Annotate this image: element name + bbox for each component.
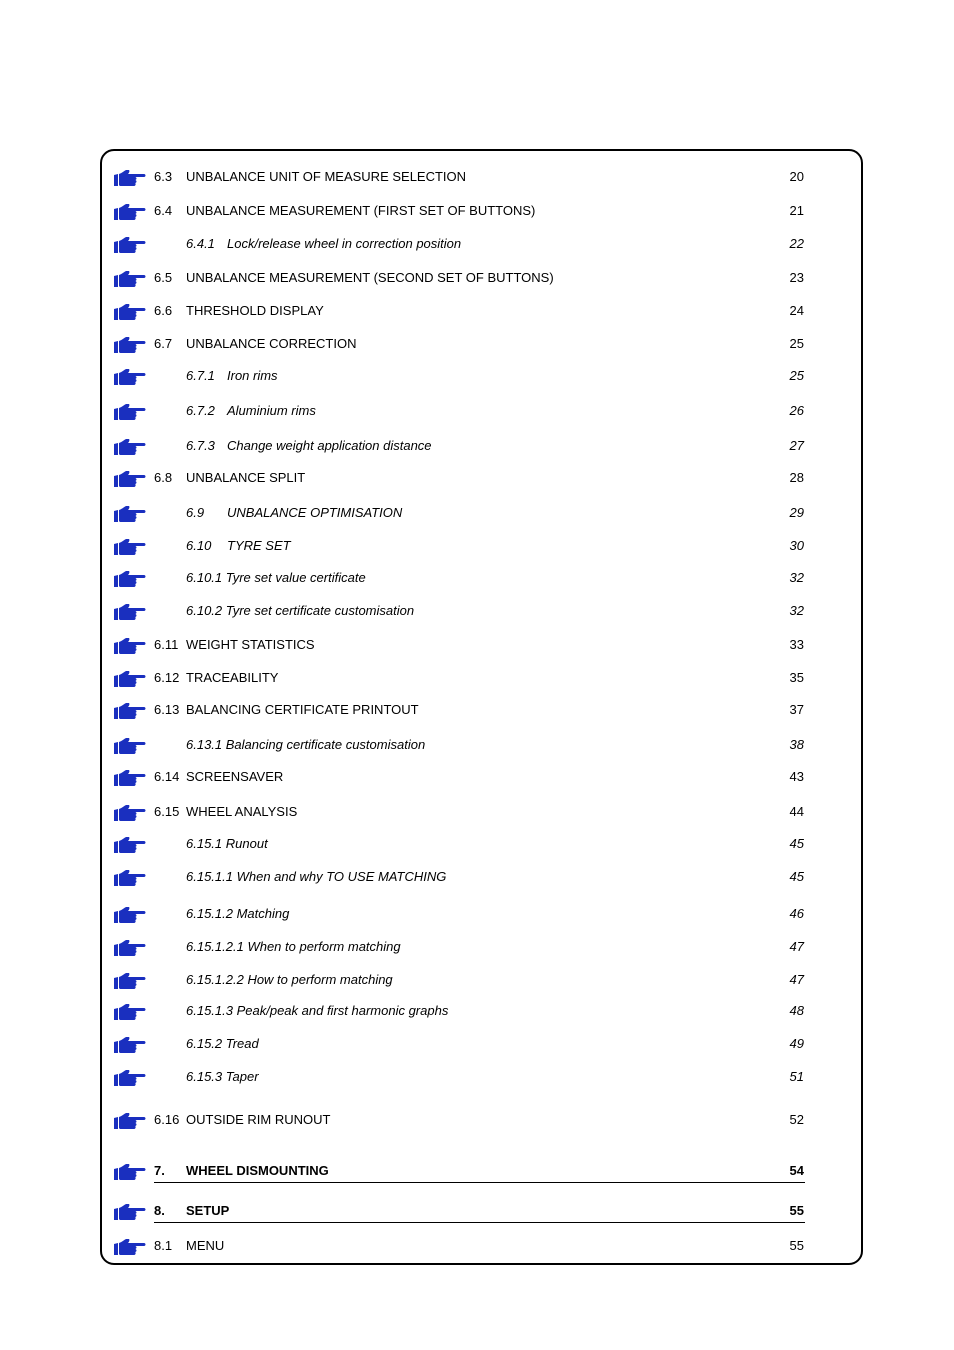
toc-entry-title: UNBALANCE MEASUREMENT (SECOND SET OF BUTTONS) (186, 270, 554, 285)
toc-entry[interactable] (0, 169, 954, 193)
section-underline (154, 1222, 805, 1223)
pointing-hand-icon (113, 269, 147, 289)
toc-entry[interactable] (0, 1163, 954, 1187)
toc-entry-number: 6.15.1.2.2 How to perform matching (186, 972, 393, 987)
toc-entry[interactable] (0, 1238, 954, 1262)
section-underline (154, 1182, 805, 1183)
toc-entry-number: 6.15.3 Taper (186, 1069, 259, 1084)
toc-entry-number: 6.7 (154, 336, 173, 351)
toc-entry[interactable] (0, 336, 954, 360)
toc-entry-page: 37 (789, 702, 804, 717)
toc-entry-page: 35 (789, 670, 804, 685)
pointing-hand-icon (113, 537, 147, 557)
toc-entry-number: 6.7.2 (186, 403, 215, 418)
toc-entry-title: UNBALANCE CORRECTION (186, 336, 357, 351)
toc-entry-number: 6.15.1.2 Matching (186, 906, 290, 921)
toc-entry[interactable] (0, 939, 954, 963)
toc-entry[interactable] (0, 702, 954, 726)
pointing-hand-icon (113, 971, 147, 991)
toc-entry-number: 8.1 (154, 1238, 173, 1253)
toc-entry-title: Lock/release wheel in correction position (227, 236, 462, 251)
toc-entry-page: 22 (789, 236, 804, 251)
pointing-hand-icon (113, 803, 147, 823)
toc-entry[interactable] (0, 538, 954, 562)
toc-entry[interactable] (0, 603, 954, 627)
toc-entry-page: 25 (789, 368, 804, 383)
toc-entry-number: 6.4.1 (186, 236, 215, 251)
toc-entry-page: 51 (789, 1069, 804, 1084)
toc-entry-number: 6.7.1 (186, 368, 215, 383)
toc-entry-page: 38 (789, 737, 804, 752)
toc-entry-title: MENU (186, 1238, 225, 1253)
pointing-hand-icon (113, 1111, 147, 1131)
toc-entry-number: 6.9 (186, 505, 205, 520)
pointing-hand-icon (113, 235, 147, 255)
toc-entry-page: 23 (789, 270, 804, 285)
toc-entry-title: UNBALANCE UNIT OF MEASURE SELECTION (186, 169, 467, 184)
toc-entry-number: 6.10.1 Tyre set value certificate (186, 570, 366, 585)
pointing-hand-icon (113, 1202, 147, 1222)
toc-entry-title: Aluminium rims (227, 403, 316, 418)
toc-entry[interactable] (0, 769, 954, 793)
toc-entry[interactable] (0, 906, 954, 930)
toc-entry-page: 49 (789, 1036, 804, 1051)
toc-entry-title: SCREENSAVER (186, 769, 284, 784)
pointing-hand-icon (113, 768, 147, 788)
toc-entry[interactable] (0, 804, 954, 828)
pointing-hand-icon (113, 835, 147, 855)
pointing-hand-icon (113, 701, 147, 721)
toc-entry-number: 6.4 (154, 203, 173, 218)
toc-entry-title: THRESHOLD DISPLAY (186, 303, 324, 318)
toc-entry[interactable] (0, 270, 954, 294)
toc-entry-page: 25 (789, 336, 804, 351)
toc-entry[interactable] (0, 1112, 954, 1136)
toc-entry-title: Iron rims (227, 368, 278, 383)
toc-entry-number: 6.6 (154, 303, 173, 318)
toc-entry-title: SETUP (186, 1203, 230, 1218)
toc-entry[interactable] (0, 1203, 954, 1227)
toc-entry[interactable] (0, 570, 954, 594)
toc-entry-number: 6.11 (154, 637, 179, 652)
pointing-hand-icon (113, 868, 147, 888)
toc-entry-number: 6.10 (186, 538, 212, 553)
toc-entry-title: UNBALANCE SPLIT (186, 470, 306, 485)
toc-entry-page: 45 (789, 869, 804, 884)
pointing-hand-icon (113, 437, 147, 457)
toc-entry-title: WEIGHT STATISTICS (186, 637, 315, 652)
toc-entry-page: 46 (789, 906, 804, 921)
toc-entry-page: 44 (789, 804, 804, 819)
toc-entry-page: 21 (789, 203, 804, 218)
toc-entry[interactable] (0, 972, 954, 996)
pointing-hand-icon (113, 367, 147, 387)
toc-entry-page: 29 (789, 505, 804, 520)
pointing-hand-icon (113, 938, 147, 958)
pointing-hand-icon (113, 905, 147, 925)
toc-entry[interactable] (0, 1036, 954, 1060)
pointing-hand-icon (113, 504, 147, 524)
toc-entry-page: 33 (789, 637, 804, 652)
toc-entry-page: 26 (789, 403, 804, 418)
toc-entry[interactable] (0, 637, 954, 661)
toc-entry-number: 6.12 (154, 670, 180, 685)
toc-entry[interactable] (0, 836, 954, 860)
toc-entry-title: Change weight application distance (227, 438, 432, 453)
toc-entry-title: WHEEL ANALYSIS (186, 804, 298, 819)
toc-entry-page: 48 (789, 1003, 804, 1018)
toc-entry-page: 43 (789, 769, 804, 784)
pointing-hand-icon (113, 1162, 147, 1182)
toc-entry[interactable] (0, 203, 954, 227)
toc-entry-page: 32 (789, 570, 804, 585)
toc-entry-number: 6.8 (154, 470, 173, 485)
toc-entry-page: 30 (789, 538, 804, 553)
toc-entry-page: 20 (789, 169, 804, 184)
pointing-hand-icon (113, 1035, 147, 1055)
toc-entry-page: 47 (789, 972, 804, 987)
toc-entry-title: UNBALANCE MEASUREMENT (FIRST SET OF BUTTONS) (186, 203, 536, 218)
toc-entry[interactable] (0, 470, 954, 494)
toc-entry-page: 55 (789, 1203, 804, 1218)
toc-entry[interactable] (0, 737, 954, 761)
toc-entry-number: 6.7.3 (186, 438, 215, 453)
toc-entry-title: OUTSIDE RIM RUNOUT (186, 1112, 331, 1127)
toc-entry-number: 6.15.1.1 When and why TO USE MATCHING (186, 869, 447, 884)
toc-entry-page: 24 (789, 303, 804, 318)
pointing-hand-icon (113, 636, 147, 656)
toc-entry[interactable] (0, 869, 954, 893)
pointing-hand-icon (113, 602, 147, 622)
toc-entry-title: TRACEABILITY (186, 670, 279, 685)
toc-entry-page: 32 (789, 603, 804, 618)
toc-entry-number: 6.5 (154, 270, 173, 285)
toc-entry-number: 6.16 (154, 1112, 180, 1127)
toc-entry[interactable] (0, 505, 954, 529)
toc-entry-number: 6.3 (154, 169, 173, 184)
toc-entry-page: 54 (789, 1163, 804, 1178)
pointing-hand-icon (113, 1068, 147, 1088)
toc-entry-number: 6.13 (154, 702, 180, 717)
toc-entry-number: 6.15.1.2.1 When to perform matching (186, 939, 401, 954)
toc-entry-page: 47 (789, 939, 804, 954)
toc-entry-number: 6.10.2 Tyre set certificate customisation (186, 603, 415, 618)
pointing-hand-icon (113, 469, 147, 489)
toc-entry[interactable] (0, 1069, 954, 1093)
toc-entry-number: 6.15.1 Runout (186, 836, 268, 851)
toc-entry[interactable] (0, 438, 954, 462)
toc-entry-page: 28 (789, 470, 804, 485)
pointing-hand-icon (113, 202, 147, 222)
toc-entry[interactable] (0, 368, 954, 392)
pointing-hand-icon (113, 736, 147, 756)
toc-entry[interactable] (0, 403, 954, 427)
toc-entry-page: 45 (789, 836, 804, 851)
toc-entry-number: 6.14 (154, 769, 180, 784)
toc-entry-page: 27 (789, 438, 804, 453)
toc-entry-number: 6.13.1 Balancing certificate customisation (186, 737, 426, 752)
pointing-hand-icon (113, 1237, 147, 1257)
toc-entry[interactable] (0, 1003, 954, 1027)
pointing-hand-icon (113, 168, 147, 188)
toc-entry-number: 6.15.1.3 Peak/peak and first harmonic graphs (186, 1003, 449, 1018)
toc-entry-number: 6.15.2 Tread (186, 1036, 259, 1051)
toc-entry-title: TYRE SET (227, 538, 291, 553)
pointing-hand-icon (113, 302, 147, 322)
toc-entry-page: 55 (789, 1238, 804, 1253)
pointing-hand-icon (113, 402, 147, 422)
toc-entry-page: 52 (789, 1112, 804, 1127)
pointing-hand-icon (113, 669, 147, 689)
toc-entry[interactable] (0, 236, 954, 260)
toc-entry-title: WHEEL DISMOUNTING (186, 1163, 329, 1178)
toc-entry-number: 7. (154, 1163, 165, 1178)
toc-entry[interactable] (0, 670, 954, 694)
toc-entry-title: UNBALANCE OPTIMISATION (227, 505, 403, 520)
toc-entry-title: BALANCING CERTIFICATE PRINTOUT (186, 702, 419, 717)
toc-entry-number: 6.15 (154, 804, 180, 819)
toc-entry-number: 8. (154, 1203, 165, 1218)
toc-entry[interactable] (0, 303, 954, 327)
pointing-hand-icon (113, 1002, 147, 1022)
pointing-hand-icon (113, 335, 147, 355)
pointing-hand-icon (113, 569, 147, 589)
